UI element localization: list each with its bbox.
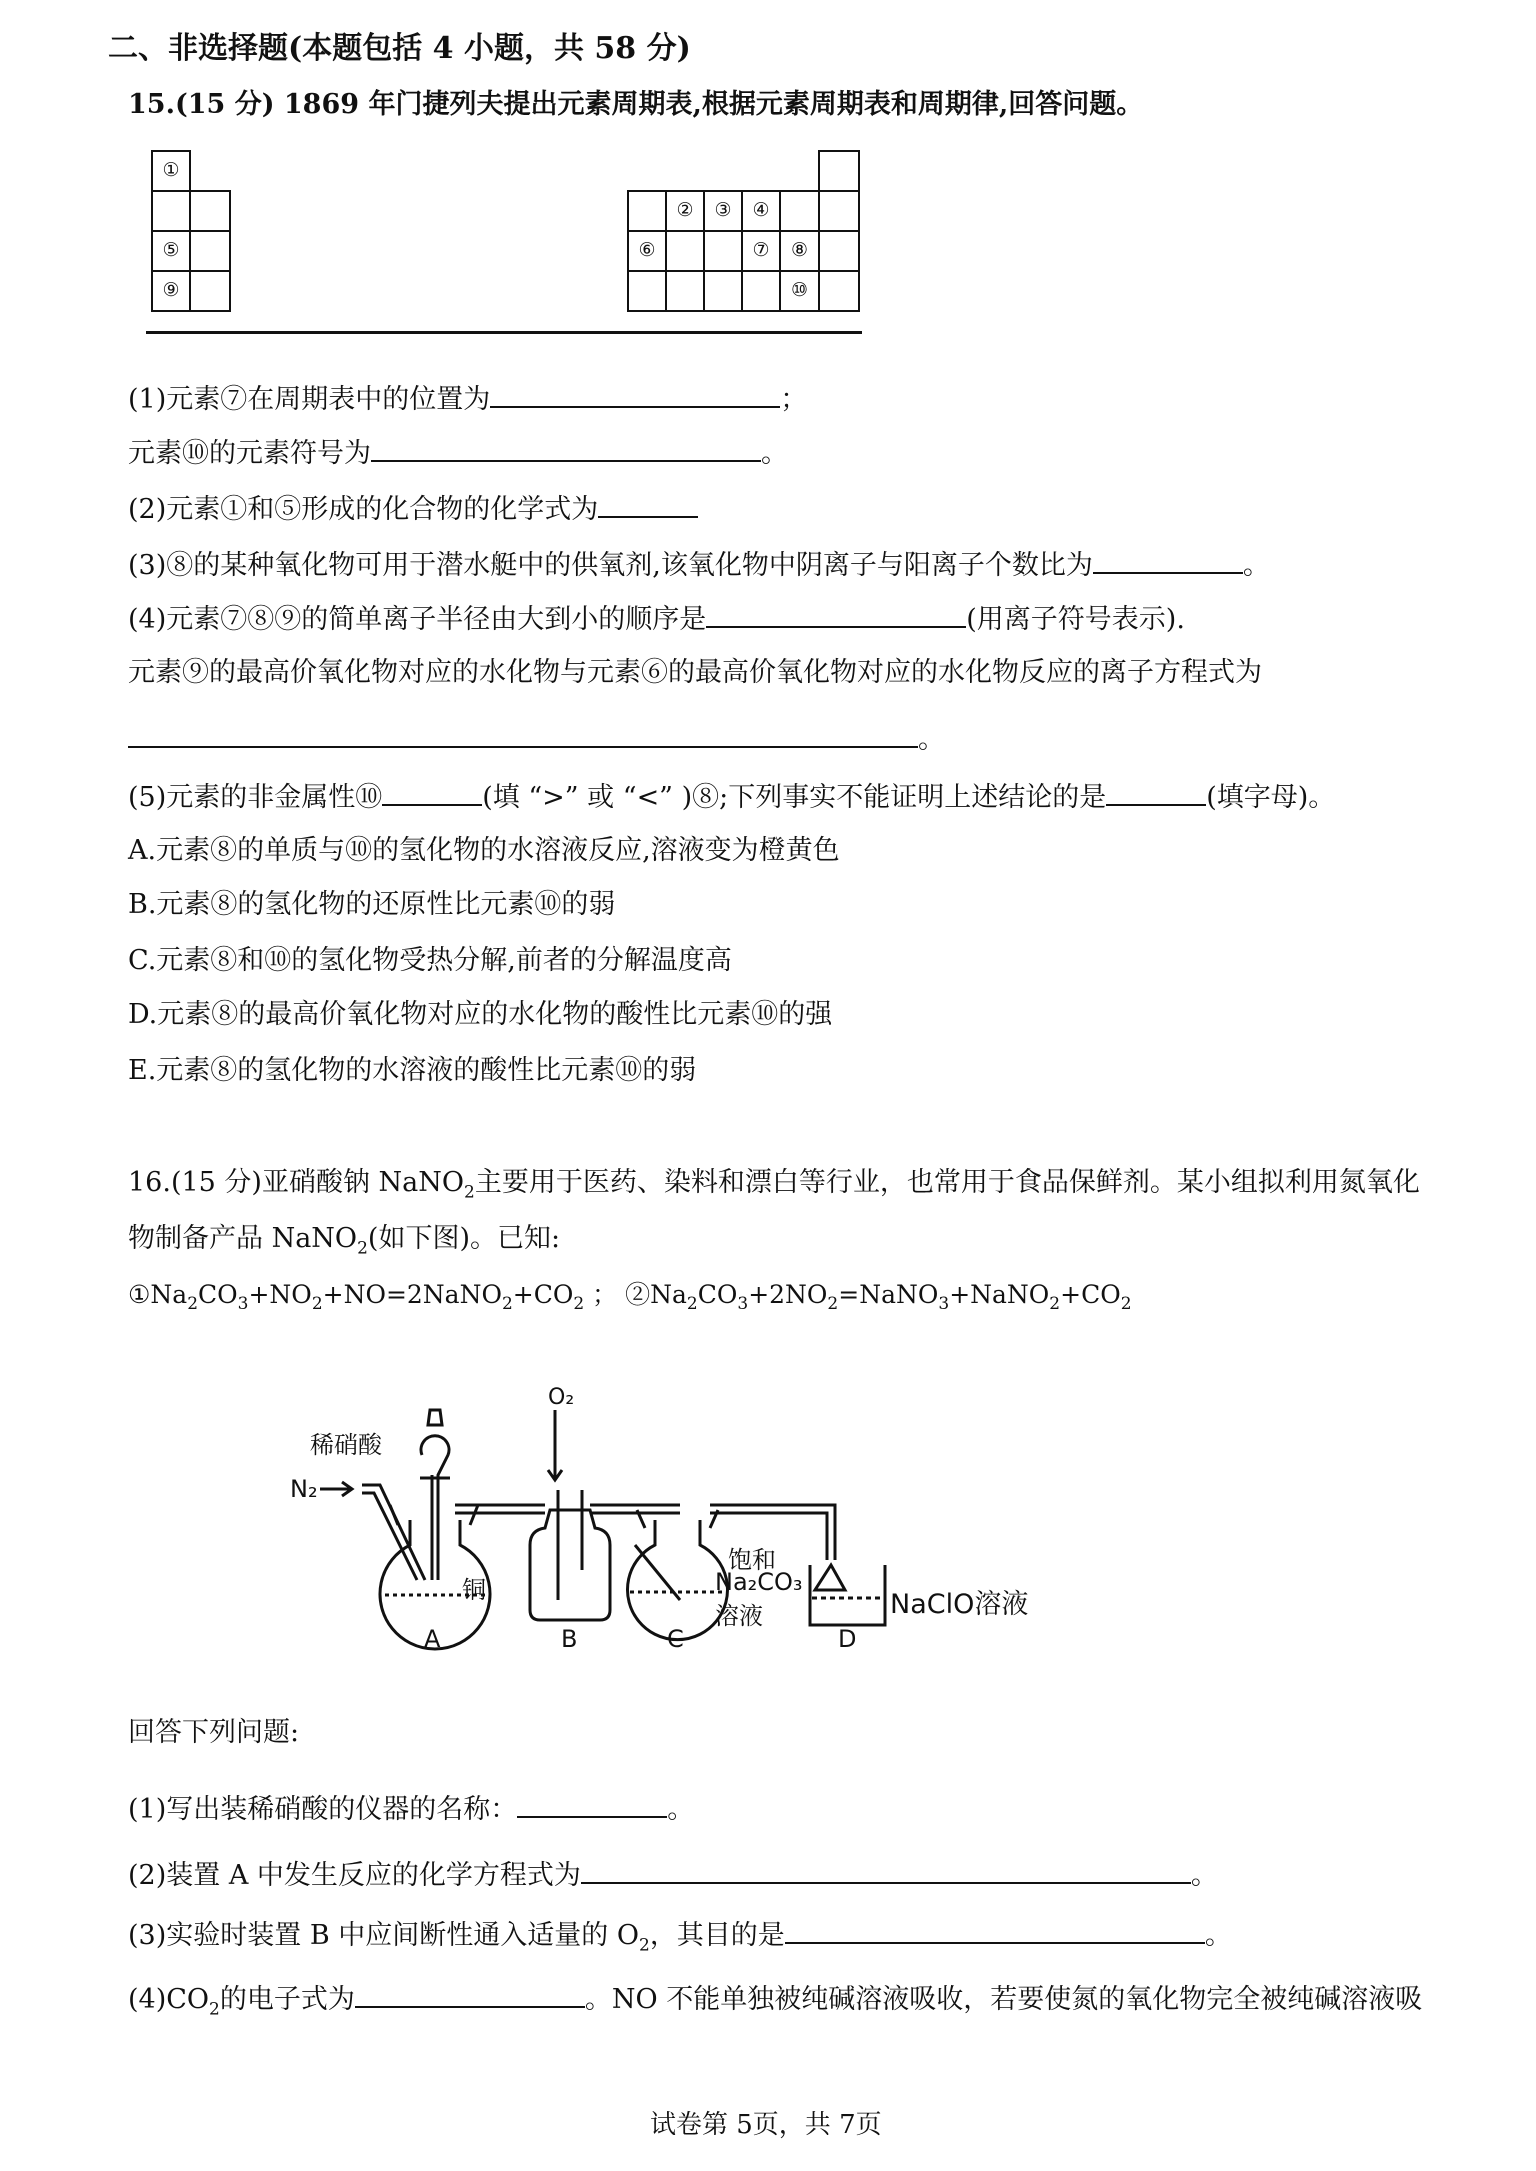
table-cell-9: ⑨ — [151, 270, 191, 312]
table-cell-7: ⑦ — [741, 230, 781, 272]
connecting-tube — [590, 1505, 680, 1513]
funnel-stopper — [428, 1410, 442, 1425]
n2-label: N₂ — [290, 1475, 318, 1503]
q15-option-b: B.元素⑧的氢化物的还原性比元素⑩的弱 — [128, 889, 616, 920]
answer-blank[interactable] — [581, 1858, 1191, 1884]
apparatus-b-label: B — [561, 1625, 578, 1653]
apparatus-a-label: A — [424, 1625, 441, 1653]
flask-a-side-neck — [390, 1505, 478, 1525]
table-cell-8: ⑧ — [779, 230, 820, 272]
q15-option-e: E.元素⑧的氢化物的水溶液的酸性比元素⑩的弱 — [128, 1055, 697, 1086]
dilute-nitric-acid-label: 稀硝酸 — [310, 1431, 382, 1459]
n2-arrow — [320, 1482, 352, 1496]
q15-part2: (2)元素①和⑤形成的化合物的化学式为 — [128, 492, 698, 527]
table-cell-3: ③ — [703, 190, 743, 232]
beaker-d — [810, 1565, 885, 1625]
answer-blank[interactable] — [355, 1982, 585, 2008]
q15-part4a: (4)元素⑦⑧⑨的简单离子半径由大到小的顺序是 (用离子符号表示). — [128, 604, 1185, 635]
saturated-label: 饱和 — [728, 1546, 776, 1574]
n2-inlet-tube — [362, 1485, 425, 1580]
copper-label: 铜 — [462, 1576, 486, 1604]
naclo-solution-label: NaClO溶液 — [890, 1589, 1029, 1620]
apparatus-c-label: C — [667, 1625, 684, 1653]
table-cell-4: ④ — [741, 190, 781, 232]
q15-part5: (5)元素的非金属性⑩ (填 “>” 或 “<” )⑧;下列事实不能证明上述结论的是 (填字母)。 — [128, 782, 1336, 813]
q15-option-a: A.元素⑧的单质与⑩的氢化物的水溶液反应,溶液变为橙黄色 — [128, 835, 840, 866]
page-footer: 试卷第 5页，共 7页 — [650, 2110, 882, 2140]
q16-stem-line2: 物制备产品 NaNO$_2$(如下图)。已知: — [128, 1223, 561, 1259]
table-cell-5: ⑤ — [151, 230, 191, 272]
apparatus-d-label: D — [838, 1625, 857, 1653]
bottle-b-tubes — [558, 1490, 582, 1600]
q15-part4c: 。 — [128, 722, 945, 757]
section-title: 二、非选择题(本题包括 4 小题，共 58 分) — [108, 31, 691, 66]
na2co3-label: Na₂CO₃ — [715, 1568, 803, 1596]
q16-part4: $(4)CO_2$的电子式为 。NO 不能单独被纯碱溶液吸收，若要使氮的氧化物完全被纯碱溶液吸 — [128, 1984, 1423, 2020]
q15-part4b: 元素⑨的最高价氧化物对应的水化物与元素⑥的最高价氧化物对应的水化物反应的离子方程式为 — [128, 657, 1262, 688]
bottle-b — [530, 1510, 610, 1620]
o2-inlet — [548, 1410, 562, 1480]
q16-equations: $①Na_2CO_3+NO_2+NO=2NaNO_2+CO_2$ ； $②Na_2CO_3+2NO_2=NaNO_3+NaNO_2+CO_2$ — [128, 1280, 1132, 1314]
o2-label: O₂ — [548, 1385, 575, 1410]
q15-part1b: 元素⑩的元素符号为 。 — [128, 438, 788, 469]
q16-answer-intro: 回答下列问题: — [128, 1717, 300, 1748]
connecting-tube — [455, 1505, 545, 1513]
q15-stem: 15.(15 分) 1869 年门捷列夫提出元素周期表,根据元素周期表和周期律,回答问题。 — [128, 89, 1144, 120]
q16-part1: (1)写出装稀硝酸的仪器的名称： 。 — [128, 1794, 695, 1825]
q15-part3: (3)⑧的某种氧化物可用于潜水艇中的供氧剂,该氧化物中阴离子与阳离子个数比为 。 — [128, 550, 1270, 581]
solution-label: 溶液 — [715, 1602, 763, 1630]
table-cell-2: ② — [665, 190, 705, 232]
table-cell-6: ⑥ — [627, 230, 667, 272]
table-cell-10: ⑩ — [779, 270, 820, 312]
funnel-d — [815, 1565, 845, 1590]
table-cell-1: ① — [151, 150, 191, 192]
q15-option-c: C.元素⑧和⑩的氢化物受热分解,前者的分解温度高 — [128, 945, 732, 976]
q15-option-d: D.元素⑧的最高价氧化物对应的水化物的酸性比元素⑩的强 — [128, 999, 833, 1030]
separatory-funnel — [421, 1436, 449, 1580]
q16-part2: (2)装置 A 中发生反应的化学方程式为 。 — [128, 1860, 1218, 1891]
answer-blank[interactable] — [785, 1918, 1205, 1944]
q16-stem-line1: 16.(15 分)亚硝酸钠 NaNO$_2$主要用于医药、染料和漂白等行业，也常用于食品保鲜剂。某小组拟利用氮氧化 — [128, 1167, 1420, 1203]
q15-part1a: (1)元素⑦在周期表中的位置为 ； — [128, 384, 808, 415]
flask-c — [628, 1520, 728, 1640]
answer-blank[interactable] — [517, 1792, 667, 1818]
q16-part3: (3)实验时装置 B 中应间断性通入适量的 $O_2$，其目的是 。 — [128, 1920, 1232, 1956]
